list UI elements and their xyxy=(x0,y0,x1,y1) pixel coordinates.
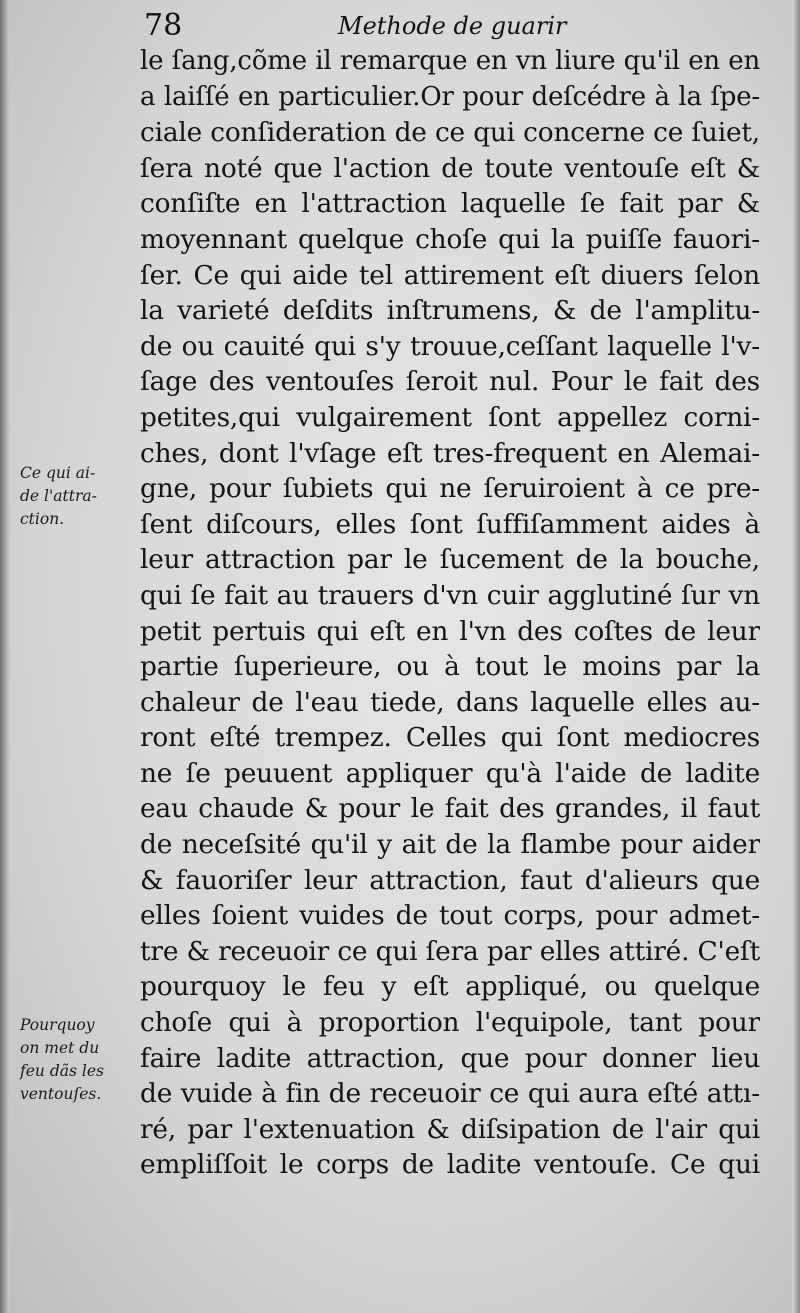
text-line: petit pertuis qui eſt en l'vn des coſtes de leur xyxy=(140,615,760,647)
text-line: pourquoy le feu y eſt appliqué, ou quelque xyxy=(140,971,760,1003)
margin-note-line: Ce qui ai- xyxy=(20,464,96,482)
text-line: la varieté deſdits inſtrumens, & de l'amplitu- xyxy=(140,295,760,327)
body-text xyxy=(140,44,760,1183)
text-line: qui ſe fait au trauers d'vn cuir agglutiné ſur vn xyxy=(140,579,760,611)
text-line: faire ladite attraction, que pour donner lieu xyxy=(140,1042,760,1074)
text-line: ſent diſcours, elles ſont ſuffiſamment aides à xyxy=(140,508,760,540)
margin-note-attraction xyxy=(20,462,97,531)
text-line: ne ſe peuuent appliquer qu'à l'aide de ladite xyxy=(140,757,760,789)
text-line: petites,qui vulgairement ſont appellez corni- xyxy=(140,401,760,433)
page-header xyxy=(138,8,763,48)
text-line: chaleur de l'eau tiede, dans laquelle elles au- xyxy=(140,686,760,718)
margin-note-line: ction. xyxy=(20,510,65,528)
text-line: de ou cauité qui s'y trouue,ceſſant laquelle l'v- xyxy=(140,330,760,362)
text-line: moyennant quelque choſe qui la puiſſe fauori- xyxy=(140,223,760,255)
text-line: a laiſſé en particulier.Or pour deſcédre à la ſpe- xyxy=(140,81,760,112)
margin-note-line: on met du xyxy=(20,1039,100,1057)
text-line: ches, dont l'vſage eſt tres-frequent en Alemai- xyxy=(140,437,760,469)
margin-note-line: feu dãs les xyxy=(20,1062,104,1080)
text-line: ré, par l'extenuation & diſsipation de l'air qui xyxy=(140,1113,760,1145)
running-title: Methode de guarir xyxy=(338,12,567,40)
text-line: le ſang,cõme il remarque en vn liure qu'il en en xyxy=(140,46,760,76)
margin-note-line: ventouſes. xyxy=(20,1085,102,1103)
page-left-edge xyxy=(0,0,10,1313)
text-line: tre & receuoir ce qui ſera par elles attiré. C'eſt xyxy=(140,935,760,967)
text-line: ciale conſideration de ce qui concerne ce ſuiet, xyxy=(140,117,760,149)
text-line: empliſſoit le corps de ladite ventouſe. Ce qui xyxy=(140,1149,760,1181)
text-line: ſer. Ce qui aide tel attirement eſt diuers ſelon xyxy=(140,259,760,291)
text-line: de vuide à fin de receuoir ce qui aura eſté attı- xyxy=(140,1078,760,1110)
text-line: & fauoriſer leur attraction, faut d'alieurs que xyxy=(140,864,760,896)
margin-note-line: Pourquoy xyxy=(20,1016,95,1034)
page-right-edge xyxy=(792,0,800,1313)
text-line: ront eſté trempez. Celles qui ſont mediocres xyxy=(140,722,760,754)
text-line: gne, pour ſubiets qui ne ſeruiroient à ce pre- xyxy=(140,473,760,505)
text-line: leur attraction par le ſucement de la bouche, xyxy=(140,544,760,576)
text-line: ſage des ventouſes ſeroit nul. Pour le fait des xyxy=(140,366,760,398)
text-line: elles ſoient vuides de tout corps, pour admet- xyxy=(140,900,760,932)
text-line: eau chaude & pour le fait des grandes, il faut xyxy=(140,793,760,825)
text-line: ſera noté que l'action de toute ventouſe eſt & xyxy=(140,152,760,184)
text-line: partie ſuperieure, ou à tout le moins par la xyxy=(140,651,760,683)
margin-note-line: de l'attra- xyxy=(20,487,97,505)
text-line: choſe qui à proportion l'equipole, tant pour xyxy=(140,1007,760,1039)
text-line: conſiſte en l'attraction laquelle ſe fait par & xyxy=(140,188,760,220)
page-number: 78 xyxy=(144,8,183,43)
text-line: de neceſsité qu'il y ait de la flambe pour aider xyxy=(140,829,760,861)
margin-note-fire xyxy=(20,1014,104,1106)
